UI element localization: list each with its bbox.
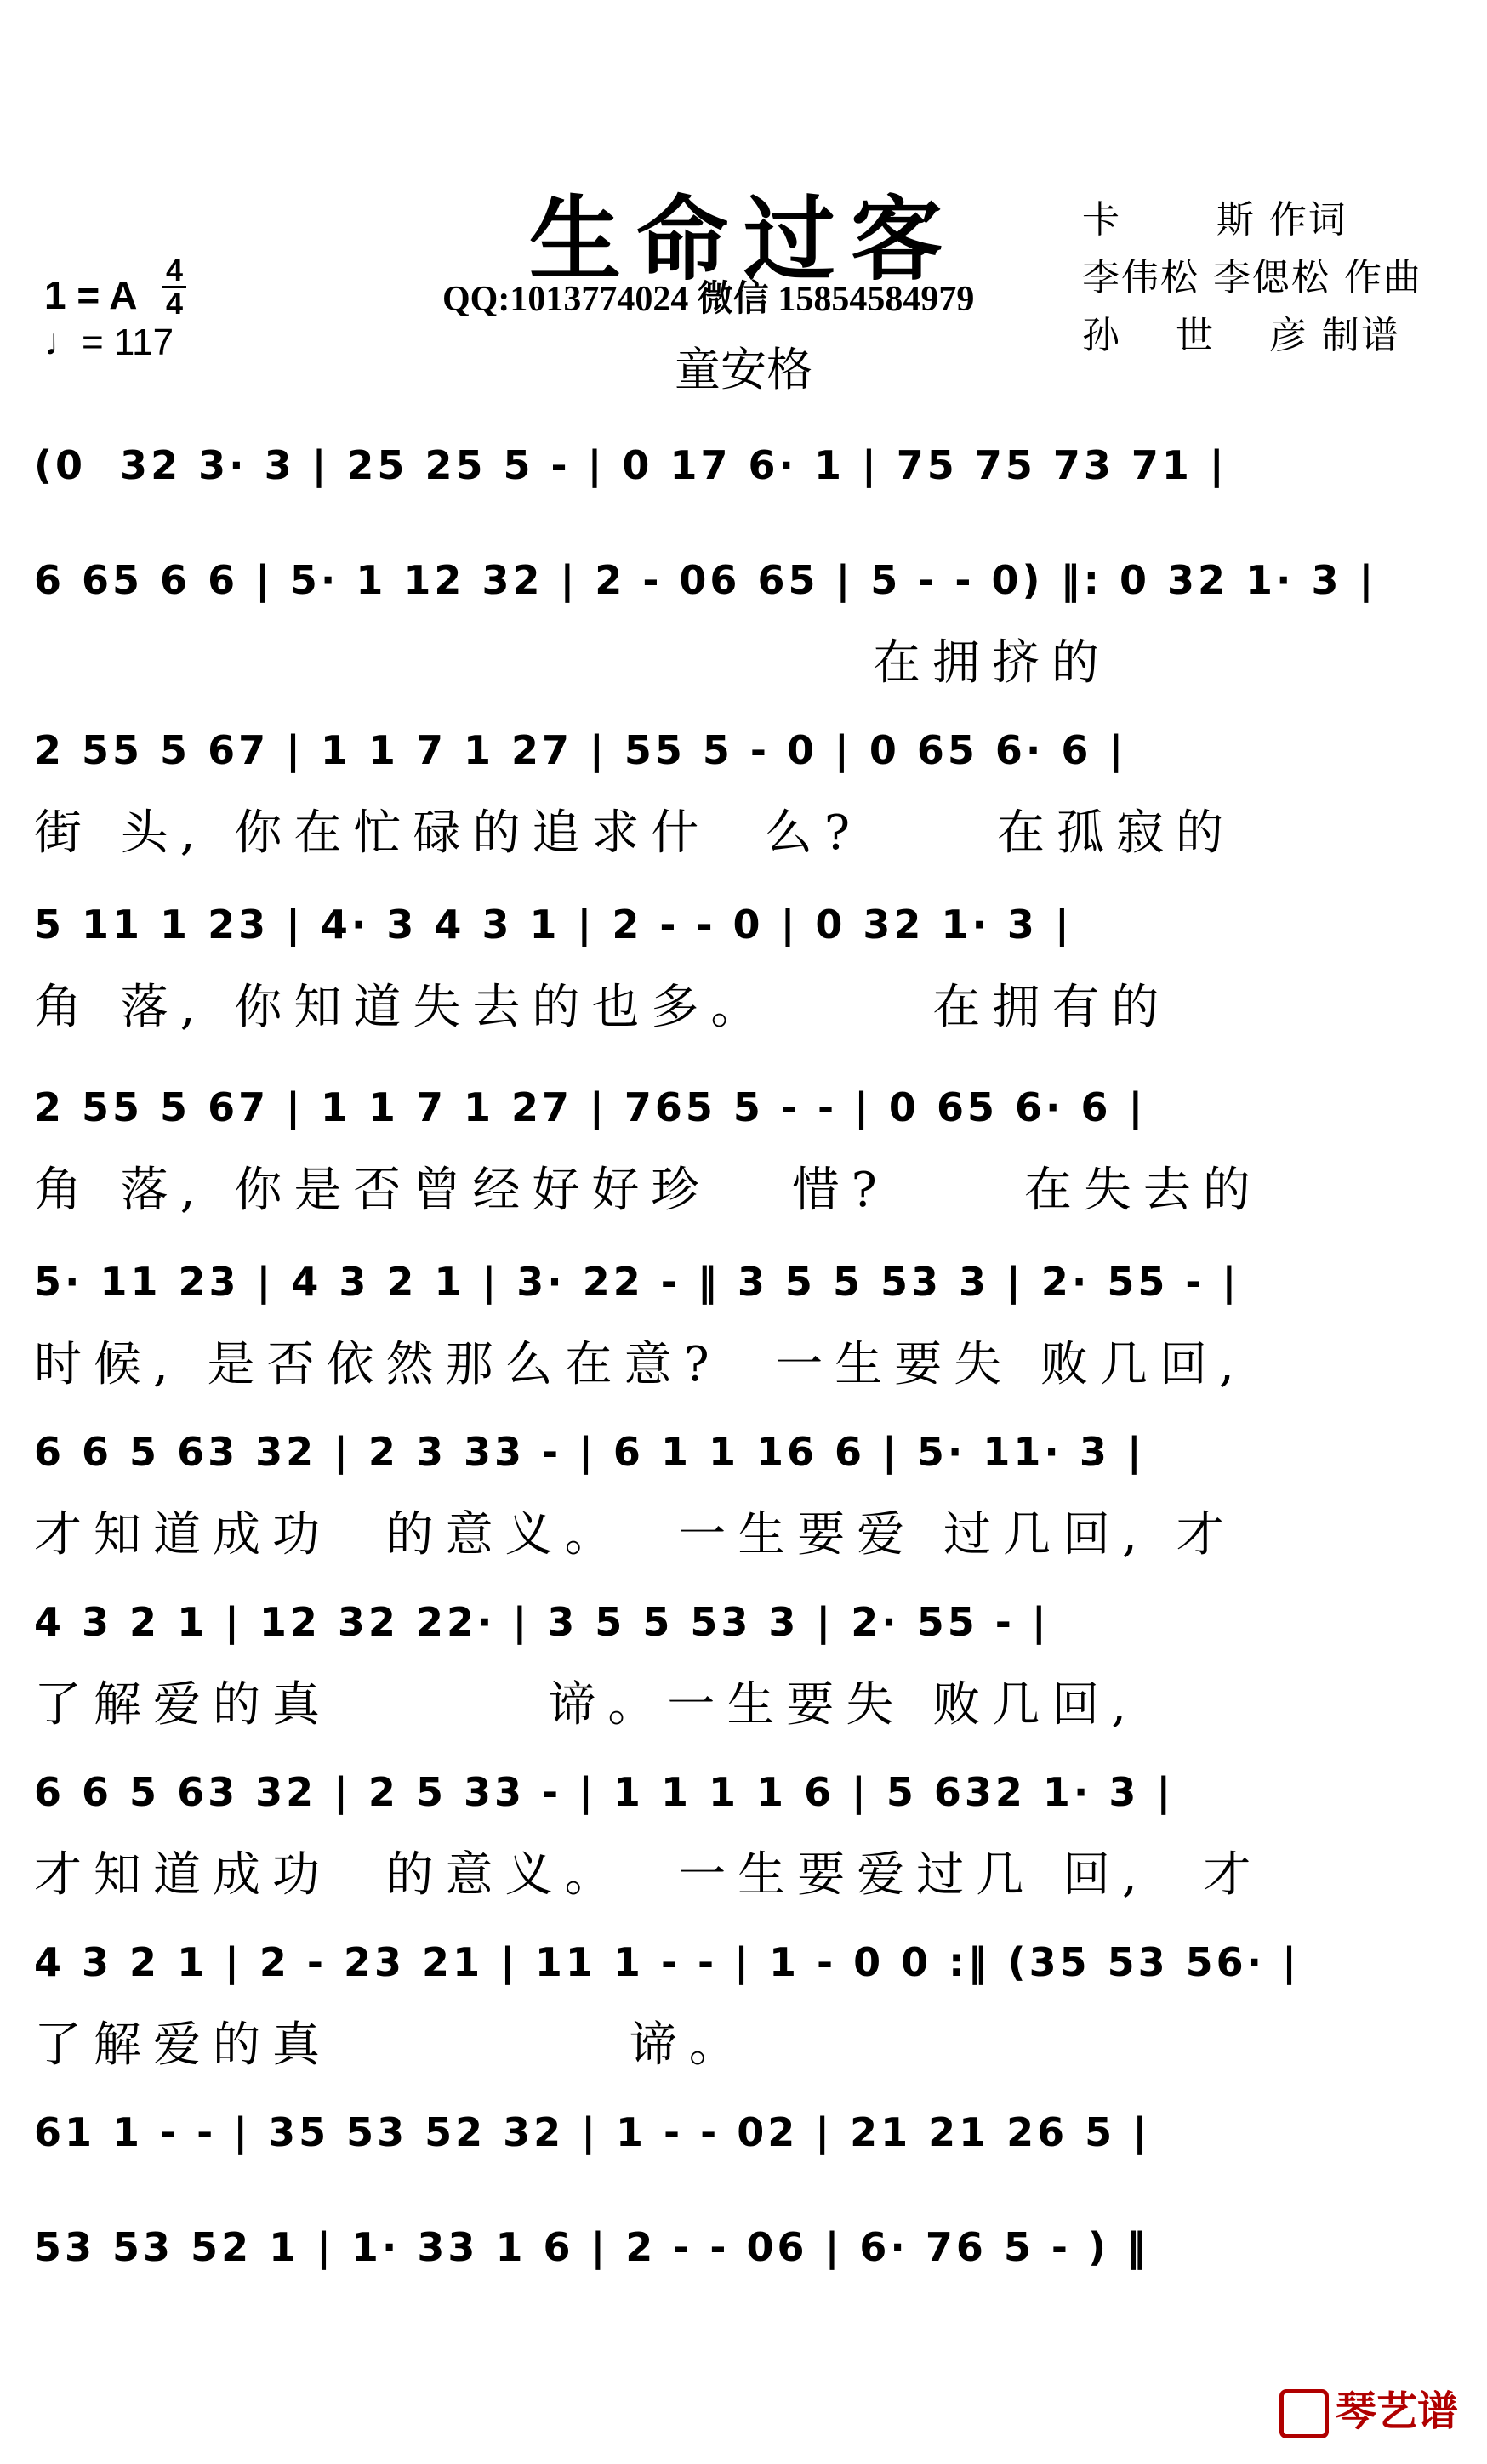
score-system (34, 1599, 1456, 1735)
score-system (34, 2109, 1456, 2177)
score-system (34, 1084, 1456, 1221)
notation-line: (0 32 3· 3 | 25 25 5 - | 0 17 6· 1 | 75 75 73 71 | (34, 442, 1228, 488)
notation-line: 5 11 1 23 | 4· 3 4 3 1 | 2 - - 0 | 0 32 1· 3 | (34, 902, 1073, 947)
score-system (34, 2224, 1456, 2292)
tempo-marking: ♩= 117 (44, 322, 174, 363)
site-logo (1279, 2378, 1458, 2438)
lyrics-line: 了解爱的真 谛。一生要失 败几回, (34, 1677, 1139, 1733)
score-system (34, 557, 1456, 693)
score-system (34, 1939, 1456, 2075)
lyrics-line: 时候, 是否依然那么在意? 一生要失 败几回, (34, 1337, 1246, 1392)
lyrics-line: 在拥挤的 (34, 635, 1111, 691)
time-signature (162, 255, 187, 319)
lyrics-line: 了解爱的真 谛。 (34, 2017, 749, 2073)
lyrics-line: 角 落, 你是否曾经好好珍 惜? 在失去的 (34, 1163, 1262, 1218)
notation-line: 4 3 2 1 | 12 32 22· | 3 5 5 53 3 | 2· 55 - | (34, 1599, 1050, 1645)
time-signature-bottom: 4 (165, 286, 184, 321)
score-system (34, 1259, 1456, 1395)
lyricist-credit: 卡 斯 作词 (1082, 198, 1347, 242)
notation-line: 4 3 2 1 | 2 - 23 21 | 11 1 - - | 1 - 0 0 :‖ (35 53 56· | (34, 1939, 1300, 1985)
lyrics-line: 街 头, 你在忙碌的追求什 么? 在孤寂的 (34, 805, 1236, 861)
logo-icon (1279, 2389, 1329, 2438)
notation-line: 61 1 - - | 35 53 52 32 | 1 - - 02 | 21 21 26 5 | (34, 2109, 1150, 2155)
notation-line: 6 6 5 63 32 | 2 3 33 - | 6 1 1 16 6 | 5· 11· 3 | (34, 1429, 1145, 1475)
notation-line: 6 6 5 63 32 | 2 5 33 - | 1 1 1 1 6 | 5 632 1· 3 | (34, 1769, 1175, 1815)
notation-line: 2 55 5 67 | 1 1 7 1 27 | 55 5 - 0 | 0 65 6· 6 | (34, 727, 1127, 773)
notation-line: 6 65 6 6 | 5· 1 12 32 | 2 - 06 65 | 5 - - 0) ‖: 0 32 1· 3 | (34, 557, 1377, 603)
lyrics-line: 角 落, 你知道失去的也多。 在拥有的 (34, 980, 1171, 1035)
score-system (34, 902, 1456, 1038)
composer-credit: 李伟松 李偲松 作曲 (1082, 256, 1422, 299)
song-title: 生命过客 (528, 186, 958, 293)
contact-info: QQ:1013774024 微信 15854584979 (442, 280, 975, 319)
time-signature-top: 4 (165, 253, 184, 287)
score-system (34, 727, 1456, 863)
logo-text: 琴艺谱 (1335, 2387, 1458, 2435)
key-signature: 1 = A (44, 273, 138, 317)
lyrics-line: 才知道成功 的意义。 一生要爱过几 回, 才 (34, 1847, 1263, 1903)
notation-line: 5· 11 23 | 4 3 2 1 | 3· 22 - ‖ 3 5 5 53 3 | 2· 55 - | (34, 1259, 1240, 1305)
notation-line: 2 55 5 67 | 1 1 7 1 27 | 765 5 - - | 0 65 6· 6 | (34, 1084, 1147, 1130)
notation-line: 53 53 52 1 | 1· 33 1 6 | 2 - - 06 | 6· 76 5 - ) ‖ (34, 2224, 1150, 2270)
singer-name: 童安格 (675, 343, 812, 396)
lyrics-line: 才知道成功 的意义。 一生要爱 过几回, 才 (34, 1507, 1236, 1562)
arranger-credit: 孙 世 彦 制谱 (1082, 314, 1400, 357)
score-system (34, 1429, 1456, 1565)
score-system (34, 1769, 1456, 1905)
